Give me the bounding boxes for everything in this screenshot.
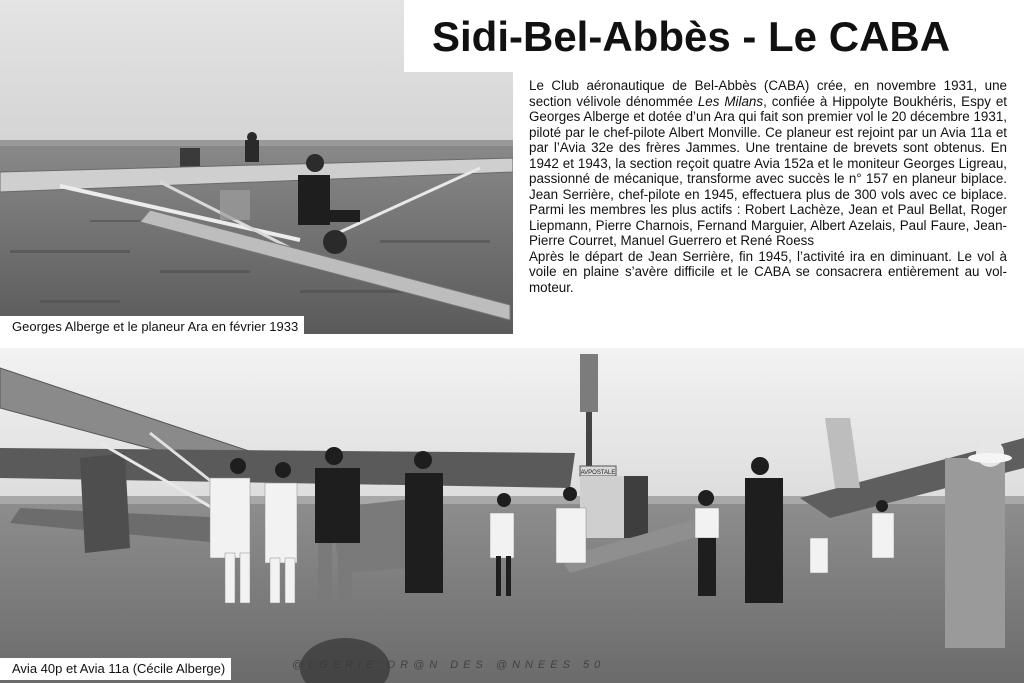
paragraph-history: [529, 78, 1007, 249]
caption-bottom-photo: Avia 40p et Avia 11a (Cécile Alberge): [0, 658, 231, 680]
caption-top-photo: Georges Alberge et le planeur Ara en février 1933: [0, 316, 304, 338]
page-title: Sidi-Bel-Abbès - Le CABA: [432, 13, 951, 60]
club-name-emphasis: Les Milans: [697, 93, 764, 109]
photo-avia-gliders: [0, 348, 1024, 683]
paragraph-history-part2: , confiée à Hippolyte Boukhéris, Espy et Georges Alberge et dotée d’un Ara qui fait son premier vol le 20 décembre 1931, piloté par le chef-pilote Albert Monville. Ce planeur est rejoint par un Avia 11a et par l’Avia 32e des frères Jammes. Une trentaine de brevets sont obtenus. En 1942 et 1943, la section reçoit quatre Avia 152a et le moniteur Georges Ligreau, passionné de mécanique, transforme avec succès le n° 157 en planeur biplace. Jean Serrière, chef-pilote en 1945, effectuera plus de 300 vols avec ce biplace. Parmi les membres les plus actifs : Robert Lachèze, Jean et Paul Bellat, Roger Liepmann, Pierre Charnois, Fernand Marguier, Albert Azelais, Paul Faure, Jean-Pierre Courret, Manuel Guerrero et René Roess: [529, 93, 1007, 248]
watermark: @LGERIE OR@N DES @NNEES 50: [292, 659, 606, 671]
paragraph-history-part1: Le Club aéronautique de Bel-Abbès (CABA) crée, en novembre 1931, une section vélivole dénommée: [529, 78, 1007, 109]
paragraph-decline: Après le départ de Jean Serrière, fin 1945, l’activité ira en diminuant. Le vol à voile en plaine s’avère difficile et le CABA se consacrera entièrement au vol-moteur.: [529, 248, 1007, 295]
article-text: [529, 78, 1007, 295]
sign-aviation-postale: AVPOSTALE: [580, 470, 616, 476]
